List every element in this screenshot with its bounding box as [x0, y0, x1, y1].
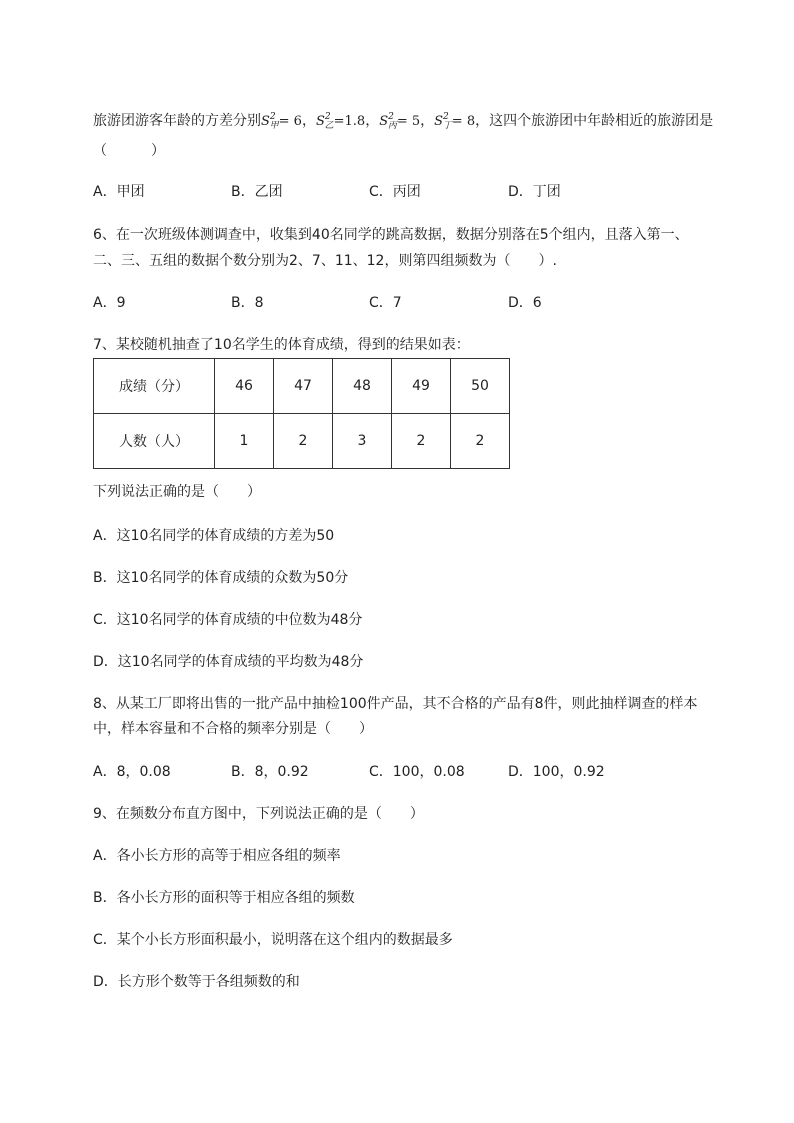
q7-question: 下列说法正确的是（ ） [93, 484, 261, 500]
table-cell: 3 [333, 414, 392, 469]
table-cell: 2 [451, 414, 510, 469]
q7-option-b: B．这10名同学的体育成绩的众数为50分 [93, 570, 349, 586]
q9-option-a: A．各小长方形的高等于相应各组的频率 [93, 848, 341, 864]
q6-option-c: C．7 [369, 295, 402, 311]
q7-option-c: C．这10名同学的体育成绩的中位数为48分 [93, 612, 363, 628]
q7-option-a: A．这10名同学的体育成绩的方差为50 [93, 528, 335, 544]
table-header-count: 人数（人） [94, 414, 215, 469]
q8-stem-line2: 中，样本容量和不合格的频率分别是（ ） [93, 721, 373, 737]
q5-option-b: B．乙团 [231, 184, 283, 200]
q6-option-b: B．8 [231, 295, 264, 311]
table-cell: 50 [451, 359, 510, 414]
q9-option-d: D．长方形个数等于各组频数的和 [93, 974, 300, 990]
q7-option-d: D．这10名同学的体育成绩的平均数为48分 [93, 654, 364, 670]
q8-option-a: A．8，0.08 [93, 764, 171, 780]
q9-stem: 9、在频数分布直方图中，下列说法正确的是（ ） [93, 806, 424, 822]
q6-option-d: D．6 [508, 295, 542, 311]
q7-stem: 7、某校随机抽查了10名学生的体育成绩，得到的结果如表： [93, 337, 470, 353]
q9-option-c: C．某个小长方形面积最小，说明落在这个组内的数据最多 [93, 932, 453, 948]
table-cell: 2 [274, 414, 333, 469]
table-cell: 2 [392, 414, 451, 469]
table-cell: 47 [274, 359, 333, 414]
q5-lead-text: 旅游团游客年龄的方差分别 [93, 113, 261, 129]
score-table [93, 358, 510, 469]
q5-answer-paren: （ ） [93, 143, 165, 159]
table-row-counts [94, 414, 510, 469]
table-cell: 46 [215, 359, 274, 414]
q6-stem-line1: 6、在一次班级体测调查中，收集到40名同学的跳高数据，数据分别落在5个组内，且落入第一、 [93, 227, 689, 243]
variance-bing: $S^2_丙$ [379, 112, 397, 131]
table-cell: 48 [333, 359, 392, 414]
table-cell: 1 [215, 414, 274, 469]
q8-stem-line1: 8、从某工厂即将出售的一批产品中抽检100件产品，其不合格的产品有8件，则此抽样调查的样本 [93, 696, 698, 712]
q5-option-a: A．甲团 [93, 184, 145, 200]
table-cell: 49 [392, 359, 451, 414]
q8-option-d: D．100，0.92 [508, 764, 605, 780]
variance-jia: $S^2_甲$ [261, 112, 279, 131]
q9-option-b: B．各小长方形的面积等于相应各组的频数 [93, 890, 355, 906]
variance-yi: $S^2_乙$ [315, 112, 334, 131]
q6-stem-line2: 二、三、五组的数据个数分别为2、7、11、12，则第四组频数为（ ）. [93, 253, 557, 269]
q5-tail-text: ，这四个旅游团中年龄相近的旅游团是 [475, 113, 714, 129]
q5-stem-line: 旅游团游客年龄的方差分别$S^2_甲= 6$，$S^2_乙=1.8$，$S^2_丙= 5$，$S^2_丁= 8$，这四个旅游团中年龄相近的旅游团是 [93, 112, 714, 131]
table-row-scores [94, 359, 510, 414]
q6-option-a: A．9 [93, 295, 126, 311]
table-header-score: 成绩（分） [94, 359, 215, 414]
variance-ding: $S^2_丁$ [434, 112, 452, 131]
q8-option-c: C．100，0.08 [369, 764, 465, 780]
q5-option-d: D．丁团 [508, 184, 561, 200]
q8-option-b: B．8，0.92 [231, 764, 309, 780]
q5-option-c: C．丙团 [369, 184, 421, 200]
